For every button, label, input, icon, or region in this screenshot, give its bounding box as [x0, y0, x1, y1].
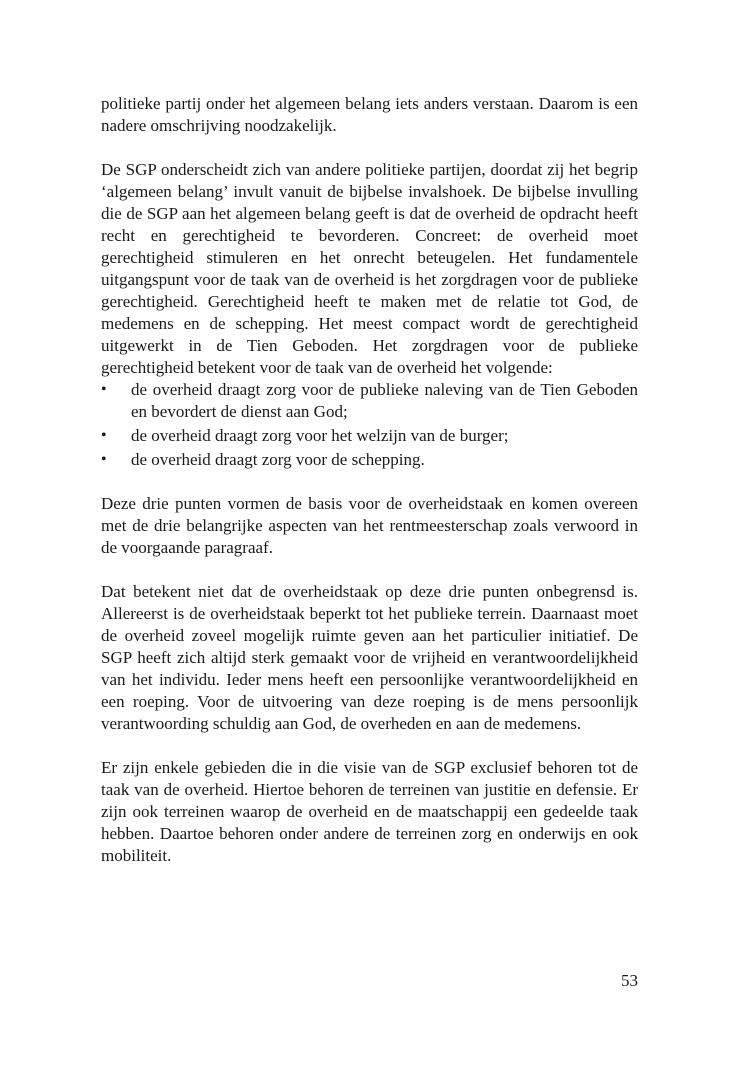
paragraph-continuation: politieke partij onder het algemeen belang iets anders verstaan. Daarom is een nadere omschrijving noodzakelijk.: [101, 94, 638, 135]
list-item: [101, 379, 638, 423]
page-number: 53: [621, 971, 638, 990]
list-item-text: de overheid draagt zorg voor het welzijn van de burger;: [131, 426, 509, 445]
body-text: [101, 93, 638, 889]
list-item-text: de overheid draagt zorg voor de publieke naleving van de Tien Geboden en bevordert de dienst aan God;: [131, 380, 638, 421]
paragraph-three-points: Deze drie punten vormen de basis voor de overheidstaak en komen overeen met de drie belangrijke aspecten van het rentmeesterschap zoals verwoord in de voorgaande paragraaf.: [101, 494, 638, 557]
bullet-icon: •: [101, 381, 107, 398]
list-item-text: de overheid draagt zorg voor de schepping.: [131, 450, 425, 469]
bullet-icon: •: [101, 427, 107, 444]
paragraph-sgp-general-interest: De SGP onderscheidt zich van andere politieke partijen, doordat zij het begrip ‘algemeen belang’ invult vanuit de bijbelse invalshoek. De bijbelse invulling die de SGP aan het algemeen belang geeft is dat de overheid de opdracht heeft recht en gerechtigheid te bevorderen. Concreet: de overheid moet gerechtigheid stimuleren en het onrecht beteugelen. Het fundamentele uitgangspunt voor de taak van de overheid is het zorgdragen voor de publieke gerechtigheid. Gerechtigheid heeft te maken met de relatie tot God, de medemens en de schepping. Het meest compact wordt de gerechtigheid uitgewerkt in de Tien Geboden. Het zorgdragen voor de publieke gerechtigheid betekent voor de taak van de overheid het volgende:: [101, 160, 638, 377]
paragraph-exclusive-domains: Er zijn enkele gebieden die in die visie van de SGP exclusief behoren tot de taak van de overheid. Hiertoe behoren de terreinen van justitie en defensie. Er zijn ook terreinen waarop de overheid en de maatschappij een gedeelde taak hebben. Daartoe behoren onder andere de terreinen zorg en onderwijs en ook mobiliteit.: [101, 758, 638, 865]
paragraph-limits: Dat betekent niet dat de overheidstaak op deze drie punten onbegrensd is. Allereerst is de overheidstaak beperkt tot het publieke terrein. Daarnaast moet de overheid zoveel mogelijk ruimte geven aan het particulier initiatief. De SGP heeft zich altijd sterk gemaakt voor de vrijheid en verantwoordelijkheid van het individu. Ieder mens heeft een persoonlijke verantwoordelijkheid en een roeping. Voor de uitvoering van deze roeping is de mens persoonlijk verantwoording schuldig aan God, de overheden en aan de medemens.: [101, 582, 638, 733]
list-item: [101, 425, 638, 447]
bullet-icon: •: [101, 451, 107, 468]
government-duties-list: [101, 379, 638, 471]
list-item: [101, 449, 638, 471]
